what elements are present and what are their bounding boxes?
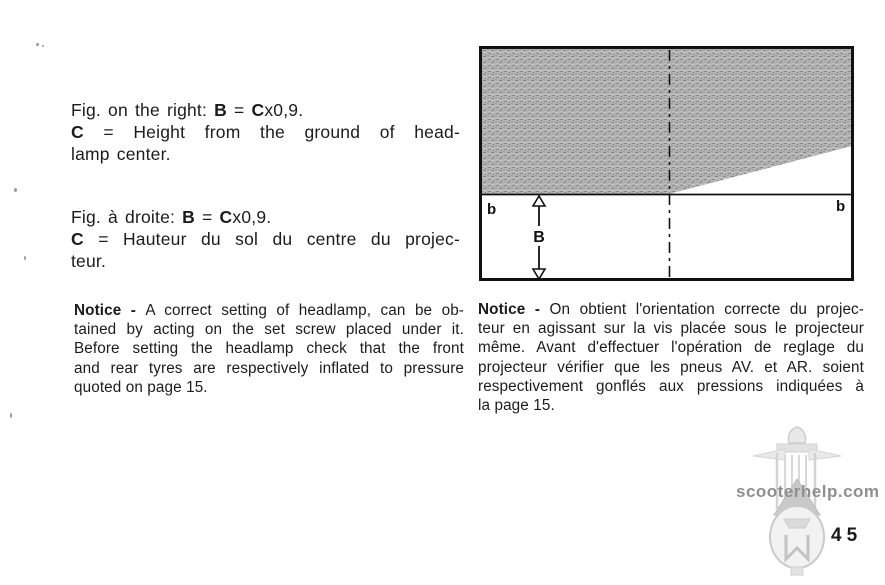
notice-en-line-5: quoted on page 15. bbox=[74, 378, 208, 396]
formula-value: x0,9. bbox=[264, 100, 304, 120]
formula-equals: = bbox=[194, 207, 220, 227]
notice-paragraph-en bbox=[74, 301, 464, 397]
notice-text: On obtient l'orientation correcte du projec- bbox=[549, 301, 864, 318]
arrow-down-icon bbox=[533, 269, 545, 279]
notice-fr-line-2: teur en agissant sur la vis placée sous le projecteur bbox=[478, 320, 864, 338]
page-number: 45 bbox=[831, 525, 863, 546]
notice-label: Notice - bbox=[478, 301, 550, 318]
notice-en-line-1 bbox=[74, 301, 464, 320]
caption-en-line-3: lamp center. bbox=[71, 144, 171, 164]
caption-fr-line-2 bbox=[71, 228, 460, 250]
dimension-label-B: B bbox=[533, 229, 545, 246]
notice-en-line-4: and rear tyres are respectively inflated to pressure bbox=[74, 359, 464, 377]
caption-text: = Hauteur du sol du centre du projec- bbox=[83, 229, 460, 249]
notice-fr-line-1 bbox=[478, 300, 864, 319]
scan-artifact bbox=[36, 43, 39, 46]
formula-b: B bbox=[182, 207, 195, 227]
formula-c: C bbox=[251, 100, 265, 120]
arrow-up-icon bbox=[533, 196, 545, 206]
notice-en-line-2: tained by acting on the set screw placed under it. bbox=[74, 321, 464, 339]
formula-equals: = bbox=[226, 100, 252, 120]
formula-c: C bbox=[71, 122, 84, 142]
caption-text: Fig. on the right: bbox=[71, 100, 215, 120]
notice-fr-line-4: projecteur vérifier que les pneus AV. et AR. soient bbox=[478, 358, 864, 376]
label-b-left: b bbox=[487, 201, 497, 218]
notice-en-line-3: Before setting the headlamp check that the front bbox=[74, 340, 464, 358]
formula-c: C bbox=[219, 207, 233, 227]
caption-fr-line-1 bbox=[71, 206, 460, 228]
caption-en-line-2 bbox=[71, 121, 460, 143]
notice-fr-line-5: respectivement gonflés aux pressions indiquées à bbox=[478, 377, 864, 395]
formula-b: B bbox=[214, 100, 227, 120]
figure-caption-en bbox=[71, 99, 460, 165]
formula-value: x0,9. bbox=[232, 207, 272, 227]
figure-caption-fr bbox=[71, 206, 460, 272]
scan-artifact bbox=[14, 188, 17, 192]
notice-label: Notice - bbox=[74, 302, 146, 319]
label-b-right: b bbox=[836, 198, 846, 215]
notice-fr-line-6: la page 15. bbox=[478, 397, 555, 415]
notice-text: A correct setting of headlamp, can be ob- bbox=[145, 302, 464, 319]
scan-artifact bbox=[24, 256, 26, 260]
notice-paragraph-fr bbox=[478, 300, 864, 415]
beam-shaded-area bbox=[481, 48, 852, 194]
formula-c: C bbox=[71, 229, 84, 249]
caption-en-line-1 bbox=[71, 99, 460, 121]
scan-artifact bbox=[42, 45, 44, 47]
headlamp-aim-diagram bbox=[479, 46, 854, 281]
caption-text: = Height from the ground of head- bbox=[83, 122, 460, 142]
watermark-site-text: scooterhelp.com bbox=[736, 482, 880, 501]
notice-fr-line-3: même. Avant d'effectuer l'opération de reglage du bbox=[478, 339, 864, 357]
caption-text: Fig. à droite: bbox=[71, 207, 183, 227]
caption-fr-line-3: teur. bbox=[71, 251, 107, 271]
scan-artifact bbox=[10, 413, 12, 418]
